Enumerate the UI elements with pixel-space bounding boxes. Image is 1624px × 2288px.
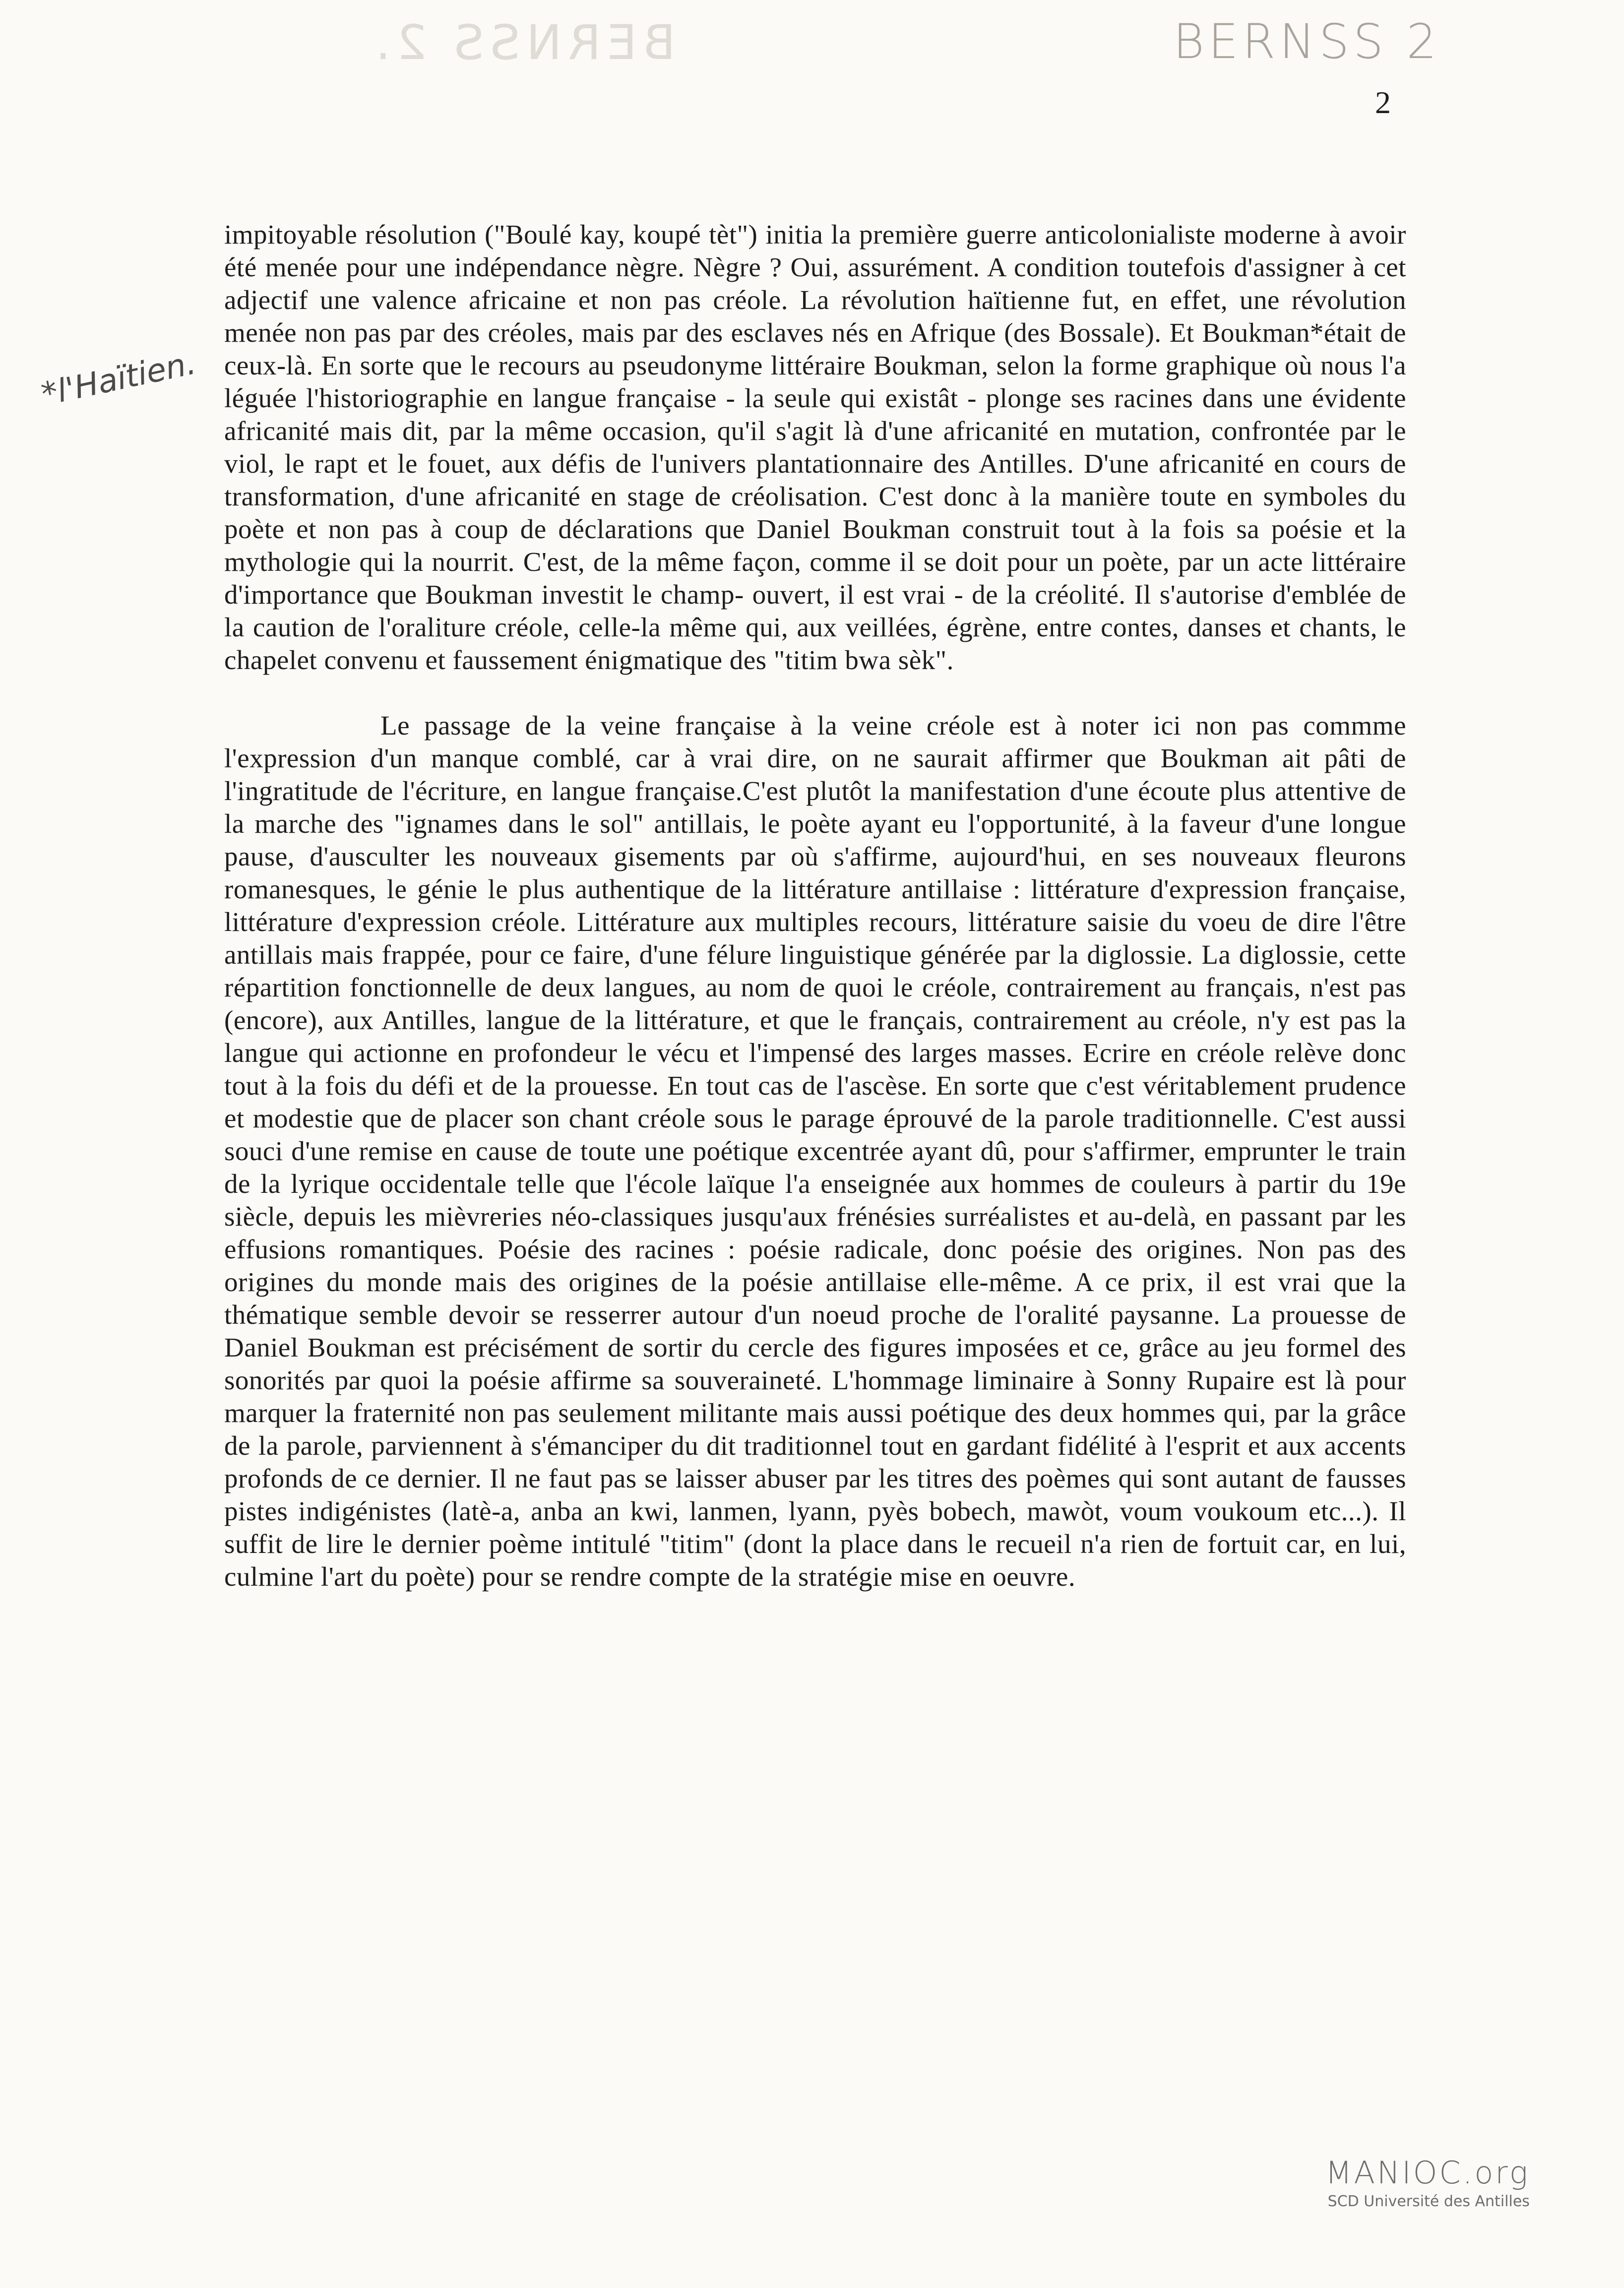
archive-reference: BERNSS 2: [1173, 14, 1441, 69]
paragraph-1: impitoyable résolution ("Boulé kay, koupé tèt") initia la première guerre anticolonialiste moderne à avoir été menée pour une indépendance nègre. Nègre ? Oui, assurément. A condition toutefois d'assigner à cet adjectif une valence africaine et non pas créole. La révolution haïtienne fut, en effet, une révolution menée non pas par des créoles, mais par des esclaves nés en Afrique (des Bossale). Et Boukman*était de ceux-là. En sorte que le recours au pseudonyme littéraire Boukman, selon la forme graphique où nous l'a léguée l'historiographie en langue française - la seule qui existât - plonge ses racines dans une évidente africanité mais dit, par la même occasion, qu'il s'agit là d'une africanité en mutation, confrontée par le viol, le rapt et le fouet, aux défis de l'univers plantationnaire des Antilles. D'une africanité en cours de transformation, d'une africanité en stage de créolisation. C'est donc à la manière toute en symboles du poète et non pas à coup de déclarations que Daniel Boukman construit tout à la fois sa poésie et la mythologie qui la nourrit. C'est, de la même façon, comme il se doit pour un poète, par un acte littéraire d'importance que Boukman investit le champ- ouvert, il est vrai - de la créolité. Il s'autorise d'emblée de la caution de l'oraliture créole, celle-la même qui, aux veillées, égrène, entre contes, danses et chants, le chapelet convenu et faussement énigmatique des "titim bwa sèk".: [224, 219, 1406, 675]
logo-subtitle: SCD Université des Antilles: [1327, 2193, 1530, 2210]
paragraph-2: Le passage de la veine française à la veine créole est à noter ici non pas commme l'expression d'un manque comblé, car à vrai dire, on ne saurait affirmer que Boukman ait pâti de l'ingratitude de l'écriture, en langue française.C'est plutôt la manifestation d'une écoute plus attentive de la marche des "ignames dans le sol" antillais, le poète ayant eu l'opportunité, à la faveur d'une longue pause, d'ausculter les nouveaux gisements par où s'affirme, aujourd'hui, en ses nouveaux fleurons romanesques, le génie le plus authentique de la littérature antillaise : littérature d'expression française, littérature d'expression créole. Littérature aux multiples recours, littérature saisie du voeu de dire l'être antillais mais frappée, pour ce faire, d'une félure linguistique générée par la diglossie. La diglossie, cette répartition fonctionnelle de deux langues, au nom de quoi le créole, contrairement au français, n'est pas (encore), aux Antilles, langue de la littérature, et que le français, contrairement au créole, n'y est pas la langue qui actionne en profondeur le vécu et l'impensé des larges masses. Ecrire en créole relève donc tout à la fois du défi et de la prouesse. En tout cas de l'ascèse. En sorte que c'est véritablement prudence et modestie que de placer son chant créole sous le parage éprouvé de la parole traditionnelle. C'est aussi souci d'une remise en cause de toute une poétique excentrée ayant dû, pour s'affirmer, emprunter le train de la lyrique occidentale telle que l'école laïque l'a enseignée aux hommes de couleurs à partir du 19e siècle, depuis les mièvreries néo-classiques jusqu'aux frénésies surréalistes et au-delà, en passant par les effusions romantiques. Poésie des racines : poésie radicale, donc poésie des origines. Non pas des origines du monde mais des origines de la poésie antillaise elle-même. A ce prix, il est vrai que la thématique semble devoir se resserrer autour d'un noeud proche de l'oralité paysanne. La prouesse de Daniel Boukman est précisément de sortir du cercle des figures imposées et ce, grâce au jeu formel des sonorités par quoi la poésie affirme sa souveraineté. L'hommage liminaire à Sonny Rupaire est là pour marquer la fraternité non pas seulement militante mais aussi poétique des deux hommes qui, par la grâce de la parole, parviennent à s'émanciper du dit traditionnel tout en gardant fidélité à l'esprit et aux accents profonds de ce dernier. Il ne faut pas se laisser abuser par les titres des poèmes qui sont autant de fausses pistes indigénistes (latè-a, anba an kwi, lanmen, lyann, pyès bobech, mawòt, voum voukoum etc...). Il suffit de lire le dernier poème intitulé "titim" (dont la place dans le recueil n'a rien de fortuit car, en lui, culmine l'art du poète) pour se rendre compte de la stratégie mise en oeuvre.: [224, 710, 1406, 1592]
document-body: [224, 218, 1406, 1626]
footer-branding: [1325, 2155, 1530, 2210]
manioc-logo: MANIOC.org: [1325, 2155, 1530, 2191]
bleed-through-mark: BERNSS 2.: [370, 15, 676, 70]
page-number: 2: [1375, 85, 1391, 120]
handwritten-margin-note: *l'Haïtien.: [38, 345, 199, 414]
